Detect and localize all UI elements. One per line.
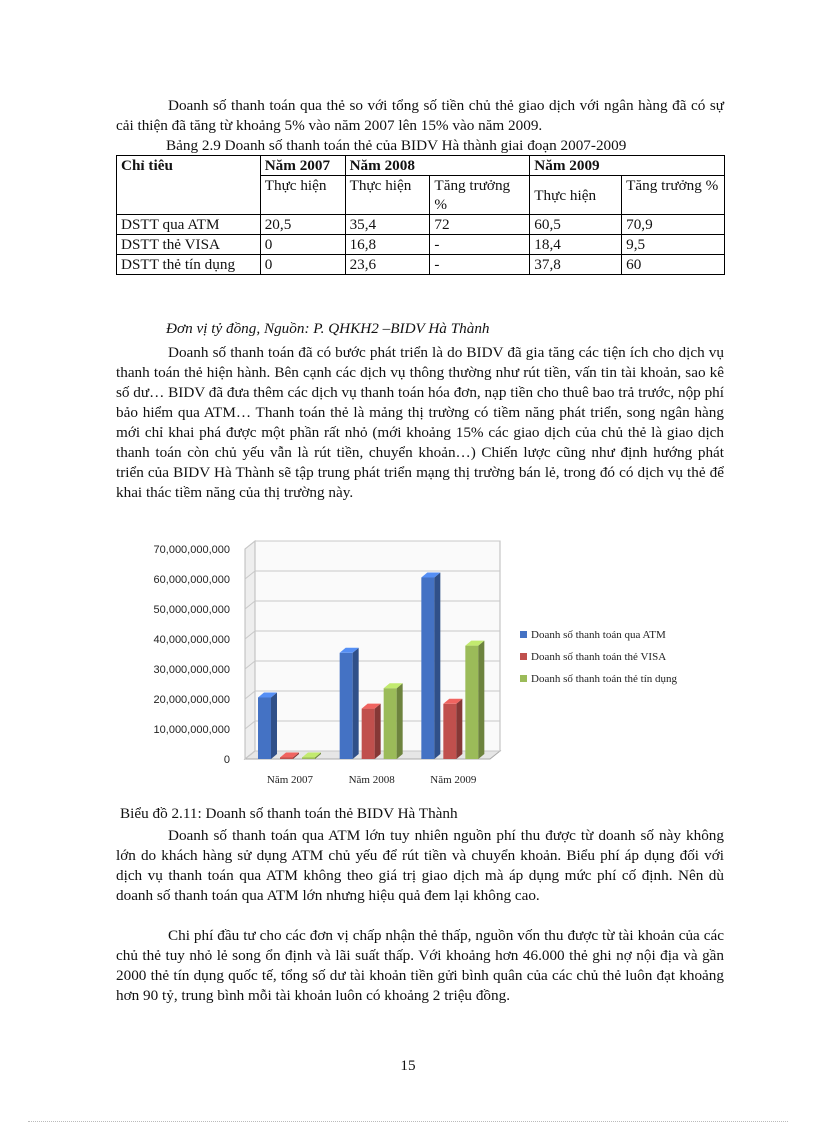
paragraph-cost: Chi phí đầu tư cho các đơn vị chấp nhận thẻ thấp, nguồn vốn thu được từ tài khoản của các chủ thẻ tuy nhỏ lẻ song ổn định và lãi suất thấp. Với khoảng hơn 46.000 thẻ ghi nợ nội địa và gần 2000 thẻ tín dụng quốc tế, tổng số dư tài khoản tiền gửi bình quân của các chủ thẻ luôn đạt khoảng hơn 90 tỷ, trung bình mỗi tài khoản luôn có khoảng 2 triệu đồng. xyxy=(116,927,724,1004)
cell-growth-2008: - xyxy=(430,255,530,275)
bar xyxy=(465,646,478,759)
table-caption: Bảng 2.9 Doanh số thanh toán thẻ của BIDV Hà thành giai đoạn 2007-2009 xyxy=(166,137,627,154)
bar xyxy=(258,698,271,760)
y-tick-label: 20,000,000,000 xyxy=(153,694,230,706)
bar xyxy=(280,758,293,760)
bar-side xyxy=(434,573,440,760)
table-header-row xyxy=(117,156,725,176)
y-tick-label: 0 xyxy=(223,754,230,766)
sub-thuc-hien-2008: Thực hiện xyxy=(345,176,430,215)
header-2008: Năm 2008 xyxy=(345,156,530,176)
cell-2009: 37,8 xyxy=(530,255,622,275)
table-source-note: Đơn vị tỷ đồng, Nguồn: P. QHKH2 –BIDV Hà Thành xyxy=(166,320,490,337)
row-label: DSTT thẻ VISA xyxy=(117,235,261,255)
y-tick-label: 60,000,000,000 xyxy=(153,574,230,586)
sales-table xyxy=(116,155,725,275)
cell-growth-2009: 9,5 xyxy=(622,235,725,255)
bar xyxy=(340,653,353,759)
header-chi-tieu: Chỉ tiêu xyxy=(117,156,261,215)
cell-growth-2009: 60 xyxy=(622,255,725,275)
y-tick-label: 40,000,000,000 xyxy=(153,634,230,646)
sub-thuc-hien-2007: Thực hiện xyxy=(260,176,345,215)
bar-side xyxy=(375,704,381,759)
x-tick-label: Năm 2008 xyxy=(348,774,395,786)
cell-2008: 35,4 xyxy=(345,215,430,235)
cell-2008: 23,6 xyxy=(345,255,430,275)
sub-tang-truong-2008: Tăng trưởng % xyxy=(430,176,530,215)
bar xyxy=(362,709,375,759)
cell-growth-2009: 70,9 xyxy=(622,215,725,235)
y-tick-label: 50,000,000,000 xyxy=(153,604,230,616)
bar xyxy=(443,704,456,759)
bar-side xyxy=(456,699,462,759)
legend-label: Doanh số thanh toán thẻ tín dụng xyxy=(531,673,678,685)
cell-growth-2008: 72 xyxy=(430,215,530,235)
bar xyxy=(384,688,397,759)
sub-thuc-hien-2009: Thực hiện xyxy=(530,176,622,215)
table-row xyxy=(117,235,725,255)
bar xyxy=(421,578,434,760)
bar-chart xyxy=(110,527,710,795)
cell-2009: 60,5 xyxy=(530,215,622,235)
legend-swatch xyxy=(520,675,527,682)
chart-side-wall xyxy=(245,541,255,759)
page-number: 15 xyxy=(400,1057,416,1074)
cell-growth-2008: - xyxy=(430,235,530,255)
sub-tang-truong-2009: Tăng trưởng % xyxy=(622,176,725,215)
legend-label: Doanh số thanh toán thẻ VISA xyxy=(531,651,667,663)
legend-swatch xyxy=(520,653,527,660)
paragraph-atm: Doanh số thanh toán qua ATM lớn tuy nhiên nguồn phí thu được từ doanh số này không lớn do khách hàng sử dụng ATM chủ yếu để rút tiền và chuyển khoản. Biểu phí áp dụng đối với dịch vụ thanh toán qua ATM không theo giá trị giao dịch mà áp dụng mức phí cố định. Nên dù doanh số thanh toán qua ATM lớn nhưng hiệu quả đem lại không cao. xyxy=(116,827,724,904)
y-tick-label: 70,000,000,000 xyxy=(153,544,230,556)
legend-swatch xyxy=(520,631,527,638)
row-label: DSTT qua ATM xyxy=(117,215,261,235)
cell-2007: 0 xyxy=(260,235,345,255)
x-tick-label: Năm 2009 xyxy=(430,774,477,786)
cell-2007: 20,5 xyxy=(260,215,345,235)
header-2009: Năm 2009 xyxy=(530,156,725,176)
y-tick-label: 30,000,000,000 xyxy=(153,664,230,676)
bar-side xyxy=(271,693,277,760)
row-label: DSTT thẻ tín dụng xyxy=(117,255,261,275)
cell-2007: 0 xyxy=(260,255,345,275)
bar xyxy=(302,758,315,760)
cell-2008: 16,8 xyxy=(345,235,430,255)
footer-divider xyxy=(28,1121,788,1122)
legend-label: Doanh số thanh toán qua ATM xyxy=(531,629,666,641)
bar-side xyxy=(353,648,359,759)
header-2007: Năm 2007 xyxy=(260,156,345,176)
paragraph-growth: Doanh số thanh toán đã có bước phát triển là do BIDV đã gia tăng các tiện ích cho dịch vụ thanh toán thẻ hiện hành. Bên cạnh các dịch vụ thông thường như rút tiền, vấn tin tài khoản, sao kê số dư… BIDV đã đưa thêm các dịch vụ thanh toán hóa đơn, nạp tiền cho thuê bao trả trước, nộp phí bảo hiểm qua ATM… Thanh toán thẻ là mảng thị trường có tiềm năng phát triển, song ngân hàng mới chỉ khai phá được một phần rất nhỏ (mới khoảng 15% các giao dịch của chủ thẻ là giao dịch thanh toán còn chủ yếu vẫn là rút tiền, chuyển khoản…) Chiến lược cũng như định hướng phát triển của BIDV Hà Thành sẽ tập trung phát triển mạng thị trường bán lẻ, trong đó có dịch vụ thẻ để khai thác tiềm năng của thị trường này. xyxy=(116,344,724,501)
x-tick-label: Năm 2007 xyxy=(266,774,314,786)
bar-side xyxy=(478,641,484,759)
table-row xyxy=(117,215,725,235)
table-row xyxy=(117,255,725,275)
cell-2009: 18,4 xyxy=(530,235,622,255)
intro-paragraph: Doanh số thanh toán qua thẻ so với tổng số tiền chủ thẻ giao dịch với ngân hàng đã có sự cải thiện đã tăng từ khoảng 5% vào năm 2007 lên 15% vào năm 2009. xyxy=(116,97,724,134)
chart-caption: Biểu đồ 2.11: Doanh số thanh toán thẻ BIDV Hà Thành xyxy=(120,805,458,822)
y-tick-label: 10,000,000,000 xyxy=(153,724,230,736)
bar-side xyxy=(397,683,403,759)
